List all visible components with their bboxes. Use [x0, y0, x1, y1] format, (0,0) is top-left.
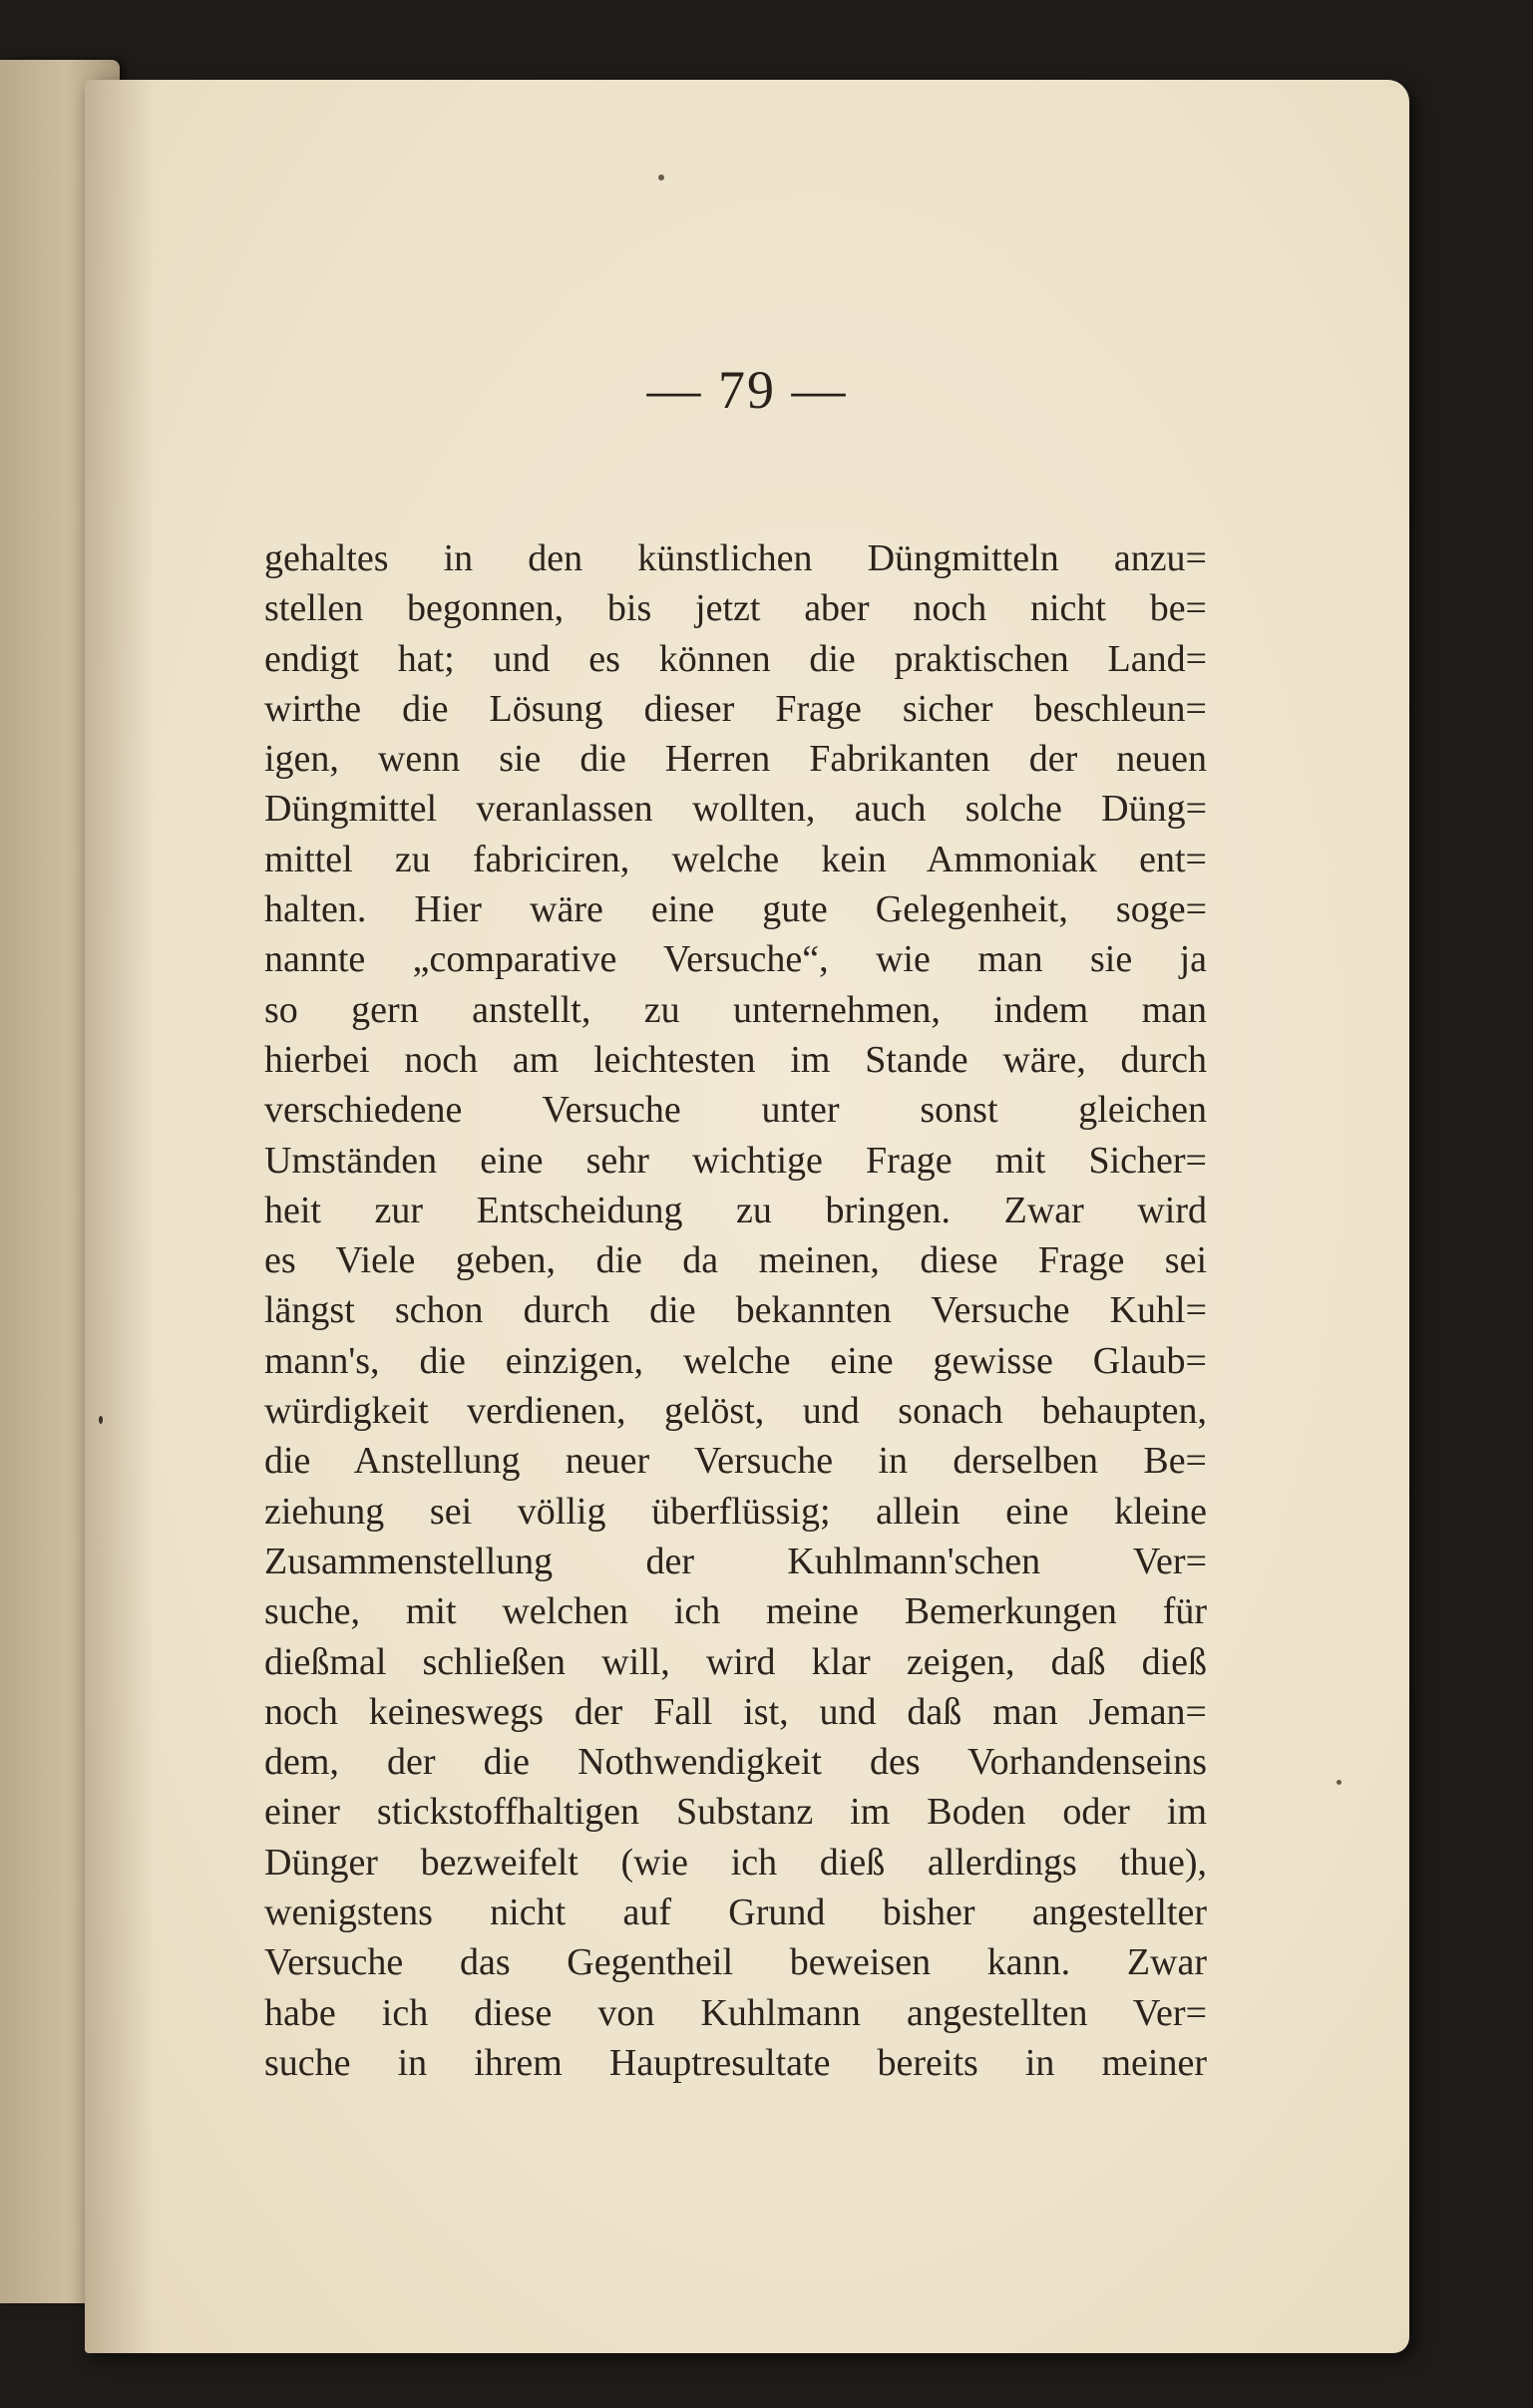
text-line: suche in ihrem Hauptresultate bereits in meiner [264, 2041, 1207, 2084]
text-line: hierbei noch am leichtesten im Stande wäre, durch [264, 1038, 1207, 1081]
book-page [85, 80, 1409, 2353]
text-line: würdigkeit verdienen, gelöst, und sonach behaupten, [264, 1390, 1207, 1433]
text-line: heit zur Entscheidung zu bringen. Zwar wird [264, 1189, 1207, 1231]
text-line: dem, der die Nothwendigkeit des Vorhandenseins [264, 1741, 1207, 1784]
text-line: dießmal schließen will, wird klar zeigen, daß dieß [264, 1640, 1207, 1683]
text-line: Düngmittel veranlassen wollten, auch solche Düng= [264, 788, 1207, 831]
text-line: längst schon durch die bekannten Versuche Kuhl= [264, 1289, 1207, 1332]
text-line: suche, mit welchen ich meine Bemerkungen für [264, 1590, 1207, 1633]
text-line: wirthe die Lösung dieser Frage sicher beschleun= [264, 687, 1207, 730]
text-line: verschiedene Versuche unter sonst gleichen [264, 1089, 1207, 1132]
text-line: so gern anstellt, zu unternehmen, indem man [264, 988, 1207, 1031]
text-line: ziehung sei völlig überflüssig; allein eine kleine [264, 1490, 1207, 1533]
text-line: Zusammenstellung der Kuhlmann'schen Ver= [264, 1540, 1207, 1582]
text-line: habe ich diese von Kuhlmann angestellten Ver= [264, 1991, 1207, 2034]
text-line: Dünger bezweifelt (wie ich dieß allerdings thue), [264, 1841, 1207, 1884]
page-gutter-shadow [85, 80, 155, 2353]
text-line: wenigstens nicht auf Grund bisher angestellter [264, 1892, 1207, 1934]
text-line: einer stickstoffhaltigen Substanz im Boden oder im [264, 1791, 1207, 1834]
paper-speck [99, 1416, 103, 1424]
paper-speck [1337, 1780, 1341, 1785]
text-line: Versuche das Gegentheil beweisen kann. Zwar [264, 1941, 1207, 1984]
text-line: endigt hat; und es können die praktischen Land= [264, 637, 1207, 680]
text-line: halten. Hier wäre eine gute Gelegenheit, soge= [264, 888, 1207, 931]
text-line: es Viele geben, die da meinen, diese Frage sei [264, 1239, 1207, 1282]
text-line: die Anstellung neuer Versuche in derselben Be= [264, 1440, 1207, 1483]
text-line: noch keineswegs der Fall ist, und daß man Jeman= [264, 1690, 1207, 1733]
text-line: mann's, die einzigen, welche eine gewisse Glaub= [264, 1339, 1207, 1382]
text-line: mittel zu fabriciren, welche kein Ammoniak ent= [264, 838, 1207, 880]
page-number: — 79 — [646, 360, 848, 420]
body-text [264, 533, 1207, 2088]
text-line: gehaltes in den künstlichen Düngmitteln anzu= [264, 537, 1207, 579]
text-line: nannte „comparative Versuche“, wie man sie ja [264, 938, 1207, 981]
text-line: stellen begonnen, bis jetzt aber noch nicht be= [264, 587, 1207, 630]
text-line: Umständen eine sehr wichtige Frage mit Sicher= [264, 1139, 1207, 1182]
text-line: igen, wenn sie die Herren Fabrikanten der neuen [264, 738, 1207, 781]
paper-speck [658, 174, 664, 180]
